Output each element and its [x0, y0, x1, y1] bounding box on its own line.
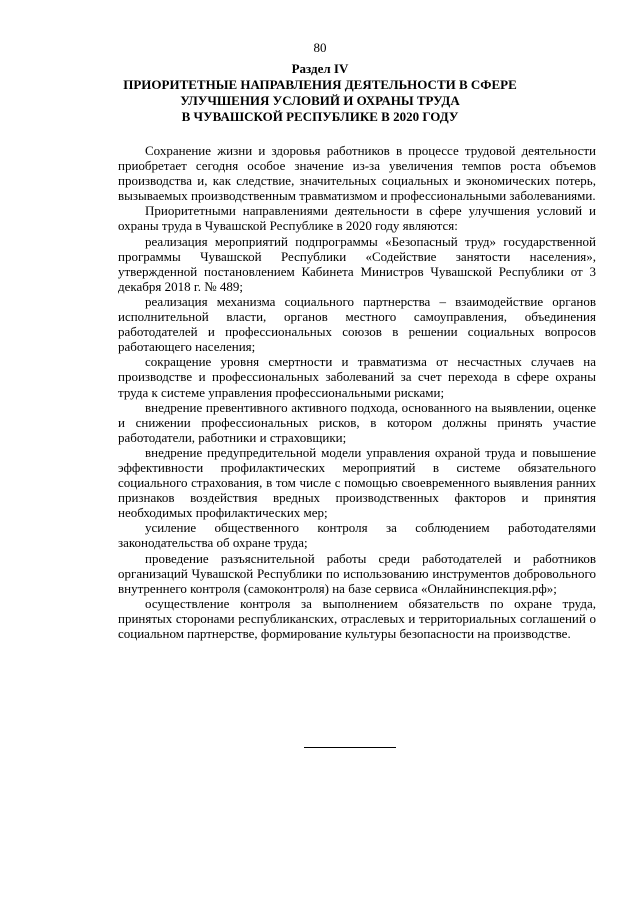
section-label: Раздел IV: [291, 61, 349, 76]
list-item-public-control: усиление общественного контроля за соблюдением работодателями законодательства об охране труда;: [118, 520, 596, 551]
section-title-line-2: УЛУЧШЕНИЯ УСЛОВИЙ И ОХРАНЫ ТРУДА: [180, 93, 460, 108]
list-item-preventive-approach: внедрение превентивного активного подхода, основанного на выявлении, оценке и снижении профессиональных рисков, в котором должны принять участие работодатели, работники и страховщики;: [118, 399, 596, 445]
page-number: 80: [313, 40, 327, 55]
section-title-line-3: В ЧУВАШСКОЙ РЕСПУБЛИКЕ В 2020 ГОДУ: [181, 109, 459, 124]
paragraph-priorities-lead: Приоритетными направлениями деятельности в сфере улучшения условий и охраны труда в Чувашской Республике в 2020 году являются:: [118, 203, 596, 234]
body-text: [118, 143, 596, 641]
list-item-social-partnership: реализация механизма социального партнерства – взаимодействие органов исполнительной власти, органов местного самоуправления, объединения работодателей и профессиональных союзов в решении социальных вопросов работающего населения;: [118, 293, 596, 355]
list-item-safe-labor-program: реализация мероприятий подпрограммы «Безопасный труд» государственной программы Чувашской Республики «Содействие занятости населения», утвержденной постановлением Кабинета Министров Чувашской Республики от 3 декабря 2018 г. № 489;: [118, 233, 596, 294]
list-item-preventive-model: внедрение предупредительной модели управления охраной труда и повышение эффективности профилактических мероприятий в системе обязательного социального страхования, в том числе с помощью своевременного выявления ранних признаков воздействия вредных производственных факторов и принятия необходимых профилактических мер;: [118, 444, 596, 521]
paragraph-intro: Сохранение жизни и здоровья работников в процессе трудовой деятельности приобретает сегодня особое значение из-за увеличения темпов роста объемов производства и, как следствие, значительных социальных и экономических потерь, вызываемых производственным травматизмом и профессиональными заболеваниями.: [118, 143, 596, 204]
list-item-explanatory-work: проведение разъяснительной работы среди работодателей и работников организаций Чувашской Республики по использованию инструментов добровольного внутреннего контроля (самоконтроля) на базе сервиса «Онлайнинспекция.рф»;: [118, 550, 596, 596]
list-item-obligation-control: осуществление контроля за выполнением обязательств по охране труда, принятых сторонами республиканских, отраслевых и территориальных соглашений о социальном партнерстве, формирование культуры безопасности на производстве.: [118, 595, 596, 641]
end-divider-line: [304, 747, 396, 748]
list-item-reduce-mortality: сокращение уровня смертности и травматизма от несчастных случаев на производстве и профессиональных заболеваний за счет перехода в сфере охраны труда к системе управления профессиональными рисками;: [118, 354, 596, 400]
section-title-line-1: ПРИОРИТЕТНЫЕ НАПРАВЛЕНИЯ ДЕЯТЕЛЬНОСТИ В СФЕРЕ: [123, 77, 517, 92]
section-heading: [110, 61, 530, 125]
